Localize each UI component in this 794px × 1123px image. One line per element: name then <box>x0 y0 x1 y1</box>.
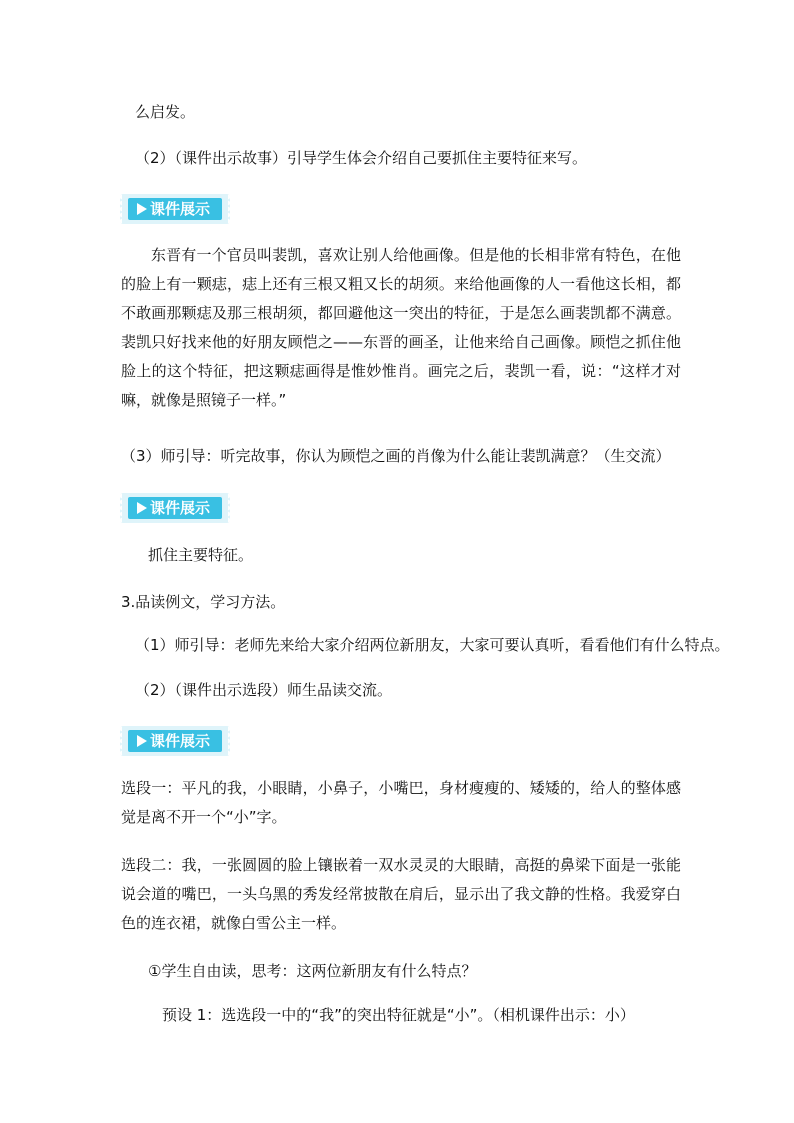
badge-label: 课件展示 <box>150 200 211 218</box>
text-line: （2）（课件出示故事）引导学生体会介绍自己要抓住主要特征来写。 <box>135 149 588 167</box>
text-line: 抓住主要特征。 <box>148 546 254 564</box>
text-line: ①学生自由读，思考：这两位新朋友有什么特点？ <box>148 962 477 980</box>
play-icon <box>137 735 147 747</box>
text-line: （1）师引导：老师先来给大家介绍两位新朋友，大家可要认真听，看看他们有什么特点。 <box>135 636 730 654</box>
badge-label: 课件展示 <box>150 732 211 750</box>
story-paragraph: 东晋有一个官员叫裴凯，喜欢让别人给他画像。但是他的长相非常有特色，在他的脸上有一颗痣，痣上还有三根又粗又长的胡须。来给他画像的人一看他这长相，都不敢画那颗痣及那三根胡须，都回避他这一突出的特征，于是怎么画裴凯都不满意。裴凯只好找来他的好朋友顾恺之——东晋的画圣，让他来给自己画像。顾恺之抓住他脸上的这个特征，把这颗痣画得是惟妙惟肖。画完之后，裴凯一看，说：“这样才对嘛，就像是照镜子一样。” <box>121 246 681 409</box>
courseware-badge <box>120 493 230 523</box>
excerpt-one: 选段一：平凡的我，小眼睛，小鼻子，小嘴巴，身材瘦瘦的、矮矮的，给人的整体感觉是离不开一个“小”字。 <box>121 779 681 826</box>
text-line: 3.品读例文，学习方法。 <box>121 593 286 611</box>
text-line: 么启发。 <box>135 103 196 121</box>
text-line: （2）（课件出示选段）师生品读交流。 <box>135 681 393 699</box>
play-icon <box>137 203 147 215</box>
play-icon <box>137 502 147 514</box>
badge-label: 课件展示 <box>150 499 211 517</box>
courseware-badge <box>120 726 230 756</box>
text-line: 预设 1：选选段一中的“我”的突出特征就是“小”。（相机课件出示：小） <box>162 1006 635 1024</box>
excerpt-two: 选段二：我，一张圆圆的脸上镶嵌着一双水灵灵的大眼睛，高挺的鼻梁下面是一张能说会道的嘴巴，一头乌黑的秀发经常披散在肩后，显示出了我文静的性格。我爱穿白色的连衣裙，就像白雪公主一样。 <box>121 856 681 932</box>
courseware-badge <box>120 194 230 224</box>
text-line: （3）师引导：听完故事，你认为顾恺之画的肖像为什么能让裴凯满意？（生交流） <box>121 447 671 465</box>
